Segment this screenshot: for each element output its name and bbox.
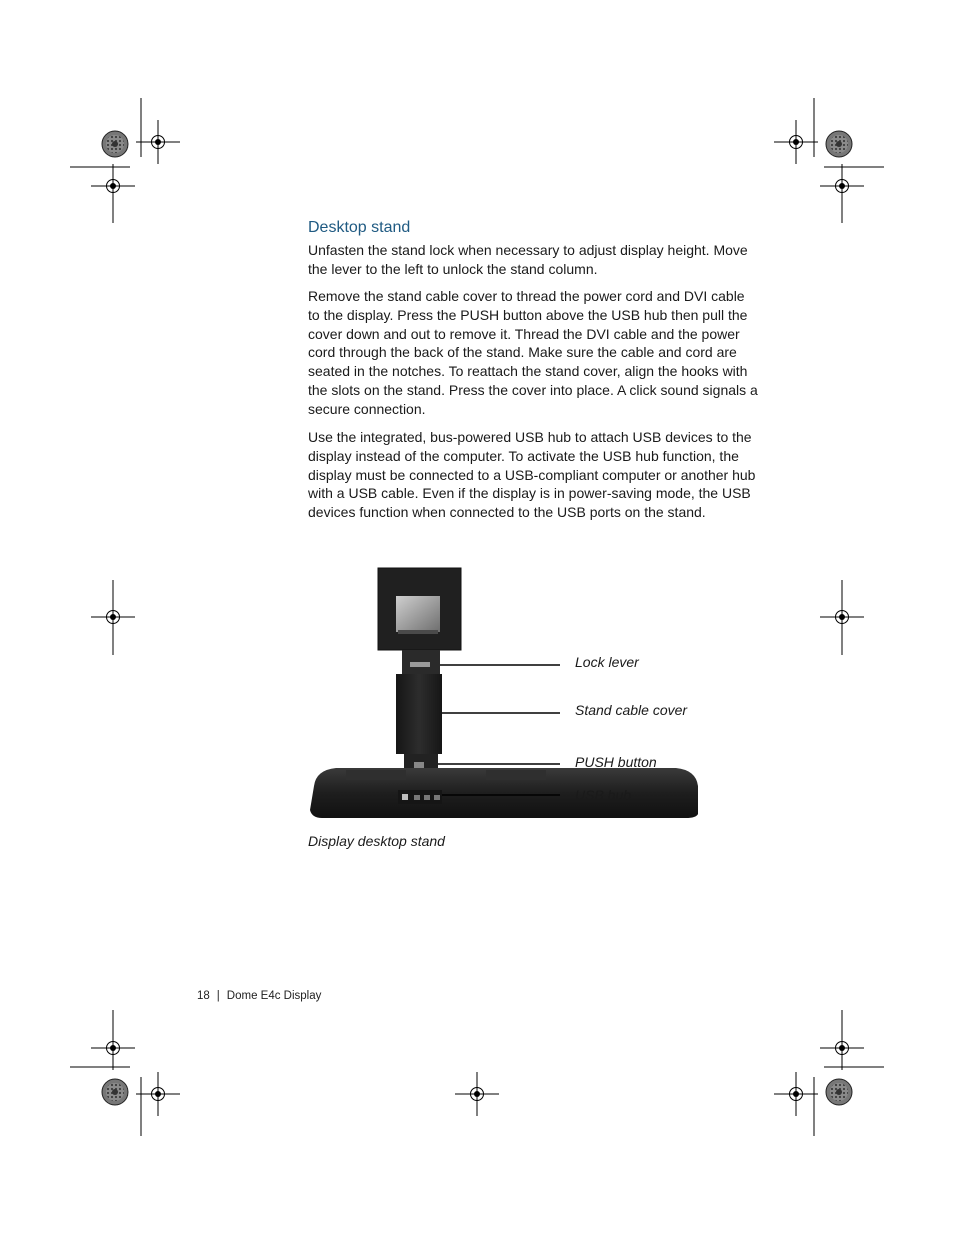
crop-mark-bottom-left [70, 1010, 180, 1136]
callout-push-button: PUSH button [575, 754, 657, 770]
document-title: Dome E4c Display [226, 990, 322, 1002]
paragraph-stand-lock: Unfasten the stand lock when necessary to adjust display height. Move the lever to the left to unlock the stand column. [308, 242, 748, 277]
crop-mark-bottom-right [774, 1010, 884, 1136]
page-number: 18 [197, 990, 210, 1002]
callout-usb-hub: USB hub [575, 787, 632, 803]
callout-lock-lever: Lock lever [575, 654, 639, 670]
figure-caption: Display desktop stand [308, 833, 445, 849]
paragraph-usb-hub: Use the integrated, bus-powered USB hub to attach USB devices to the display instead of the computer. To activate the USB hub function, the display must be connected to a USB-compliant computer or another hub with a USB cable. Even if the display is in power-saving mode, the USB devices function when connected to the USB ports on the stand. [308, 429, 756, 521]
desktop-stand-illustration [306, 566, 706, 822]
crop-mark-top-left [70, 98, 180, 223]
page-footer [197, 990, 321, 1002]
section-heading: Desktop stand [308, 219, 411, 236]
footer-separator: | [216, 990, 220, 1002]
paragraph-cable-cover: Remove the stand cable cover to thread the power cord and DVI cable to the display. Press the PUSH button above the USB hub then pull the cover down and out to remove it. Thread the DVI cable and the power cord through the back of the stand. Make sure the cable and cord are seated in the notches. To reattach the stand cover, align the hooks with the slots on the stand. Press the cover into place. A click sound signals a secure connection. [308, 288, 758, 417]
callout-stand-cable-cover: Stand cable cover [575, 702, 688, 718]
crop-mark-top-right [774, 98, 884, 223]
